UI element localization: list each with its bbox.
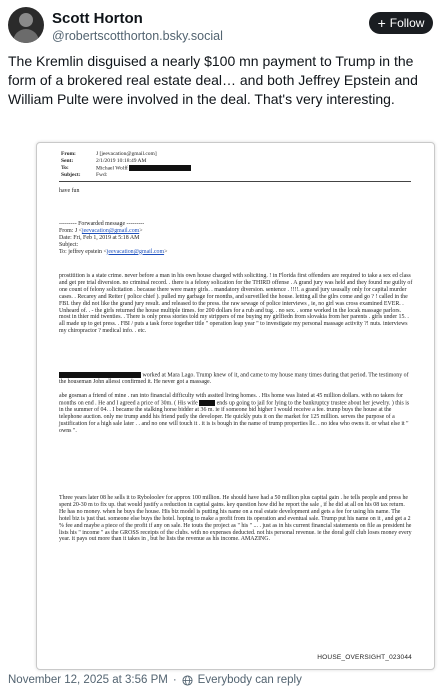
doc-to-label: To:	[61, 165, 69, 172]
doc-intro: have fun	[59, 188, 80, 194]
forwarded-to-suffix: >	[164, 248, 168, 255]
doc-sent-value: 2/1/2019 10:18:49 AM	[96, 158, 147, 164]
email-link[interactable]: jeevacation@gmail.com	[106, 248, 165, 255]
follow-button[interactable]	[369, 12, 433, 34]
forwarded-date: Date: Fri, Feb 1, 2019 at 5:18 AM	[59, 234, 140, 241]
avatar[interactable]	[8, 7, 44, 43]
doc-paragraph-1: prostitition is a state crime. never before a man in his own house charged with soliciting. ! in Florida first offenders are required to take a sex ed class and get pre trial diversion. no criminal record. . there is a felony solication for the THIRD offense . A grand jury was held and they found me guilty of one count of felony solicitation . because there were many girls. . mandatory diversion. sentence . !!!!. a grand jury ususally only for capital murder cases. . Recarey and Reiter ( police chief ). pulled my garbage for months, and surveilled the house. letting all the gilrs come and go ? ! called in the FBI. they did not like the grand jury result. and released to the press. the raw sewage of police interviews , ie, no girl was cross examined EVER. . Unheard of. . - the girls returned the house multiple times. for 200 dollars for a rub and tug. . no sex. . some worked in the locak massage parlors. most in thier mid twenties. . There is only press stories told my strippers of me buying my girlfiedn from slovakia from her parents . girls under 15. . all made up to get press. . FBI / puts a task force together title " operation leap year " to investigate my personal massage activity ?! nuts. interviews my chiropractor ? medical info. . etc.	[59, 273, 413, 335]
forwarded-to	[59, 249, 167, 256]
doc-to-value: Michael Wolff	[96, 165, 128, 172]
author-name[interactable]: Scott Horton	[52, 10, 143, 27]
bates-number: HOUSE_OVERSIGHT_023044	[317, 654, 412, 661]
redaction-bar	[199, 400, 215, 406]
plus-icon: +	[377, 15, 386, 31]
forwarded-block	[59, 221, 167, 256]
doc-sent-label: Sent:	[61, 158, 74, 164]
forwarded-header: --------- Forwarded message ---------	[59, 221, 145, 227]
reply-setting[interactable]: Everybody can reply	[197, 674, 302, 686]
forwarded-from-suffix: >	[139, 227, 143, 234]
follow-label: Follow	[389, 16, 425, 30]
doc-paragraph-2	[59, 372, 413, 386]
avatar-torso	[13, 29, 39, 43]
doc-paragraph-4: Three years later 08 he sells it to Ryboloolev for approx 100 million. He should have had a 50 million plus capital gain . he tells people and press he spent 20-30 m to fix up. that would justify a reduction in captial gains. key question how did he report the sale , if he did at all on his 08 tax return. He has no money. when he buys the house. His biz model is putting his name on a real estate development and gets a fee for using his name. The hotel biz is just that. someone else buys the hotel. hoping to make a profit from its operation and eventual sale. Trump put his name on it , and get a 2 % fee and maybe a piece of the profit if any on sale. He touts the project as " his " ... . just as in his current financial statements on file as president he lists his " income " as the GROSS receipts of the clubs. with no expenses deducted. not his personal revenue. ie the doral golf club loses money every year. it pays out more than it takes in , but he lists the revenue as his income. AMAZING.	[59, 495, 412, 543]
author-handle[interactable]: @robertscotthorton.bsky.social	[52, 29, 223, 43]
doc-from-row	[61, 151, 157, 158]
doc-subject-label: Subject:	[61, 172, 81, 178]
doc-from-label: From:	[61, 151, 76, 157]
doc-to-row	[61, 165, 191, 172]
forwarded-from	[59, 228, 167, 235]
doc-paragraph-3-cont: ends up going to jail for lying to the bankruptcy trustee about her jewelry. ) this is in the summer of 04. . I became the stalking horse bidder at 36 m. ie if someone bid higher I would receive a fee. trump buys the house at the telephone auction. only me trump andd his friend putly the developer. He quickly puts it on the market for 125 million. serves the purpose of a justification for a high sale later . . and no one will touch it . it is is bough in the name of trump properties llc. . no idea who owns it. or what else it " owns ".	[59, 400, 410, 434]
timestamp[interactable]: November 12, 2025 at 3:56 PM	[8, 674, 168, 686]
separator: ·	[172, 674, 177, 686]
forwarded-subject: Subject:	[59, 241, 79, 248]
doc-from-value: J [jeevacation@gmail.com]	[96, 151, 157, 157]
globe-icon	[182, 675, 193, 686]
email-link[interactable]: jeevacation@gmail.com	[81, 227, 140, 234]
post-meta	[8, 674, 302, 686]
doc-divider	[59, 181, 411, 182]
document-image[interactable]	[36, 142, 435, 670]
redaction-bar	[59, 372, 141, 378]
doc-paragraph-3	[59, 393, 413, 435]
forwarded-to-prefix: To: jeffrey epstein <	[59, 248, 107, 255]
post-text: The Kremlin disguised a nearly $100 mn payment to Trump in the form of a brokered real estate deal… and both Jeffrey Epstein and William Pulte were involved in the deal. That's very interesting.	[8, 53, 418, 107]
doc-subject-value: Fwd:	[96, 172, 108, 178]
forwarded-from-prefix: From: J <	[59, 227, 82, 234]
redaction-bar	[129, 165, 191, 171]
avatar-head	[19, 13, 33, 27]
doc-subject-row	[61, 172, 107, 179]
doc-sent-row	[61, 158, 146, 165]
doc-paragraph-3-text: abe gosman a friend of mine . ran into financial difficulty with assited living homes. . His home was listed at 45 million dollars. with no takers for months on end . He and I agreed a price of 30m. ( His wife	[59, 393, 403, 407]
doc-paragraph-2-text: worked at Mara Lago. Trump knew of it, and came to my house many times during that period. The testimony of the houseman John allessi confirmed it. He never got a massage.	[59, 372, 409, 386]
